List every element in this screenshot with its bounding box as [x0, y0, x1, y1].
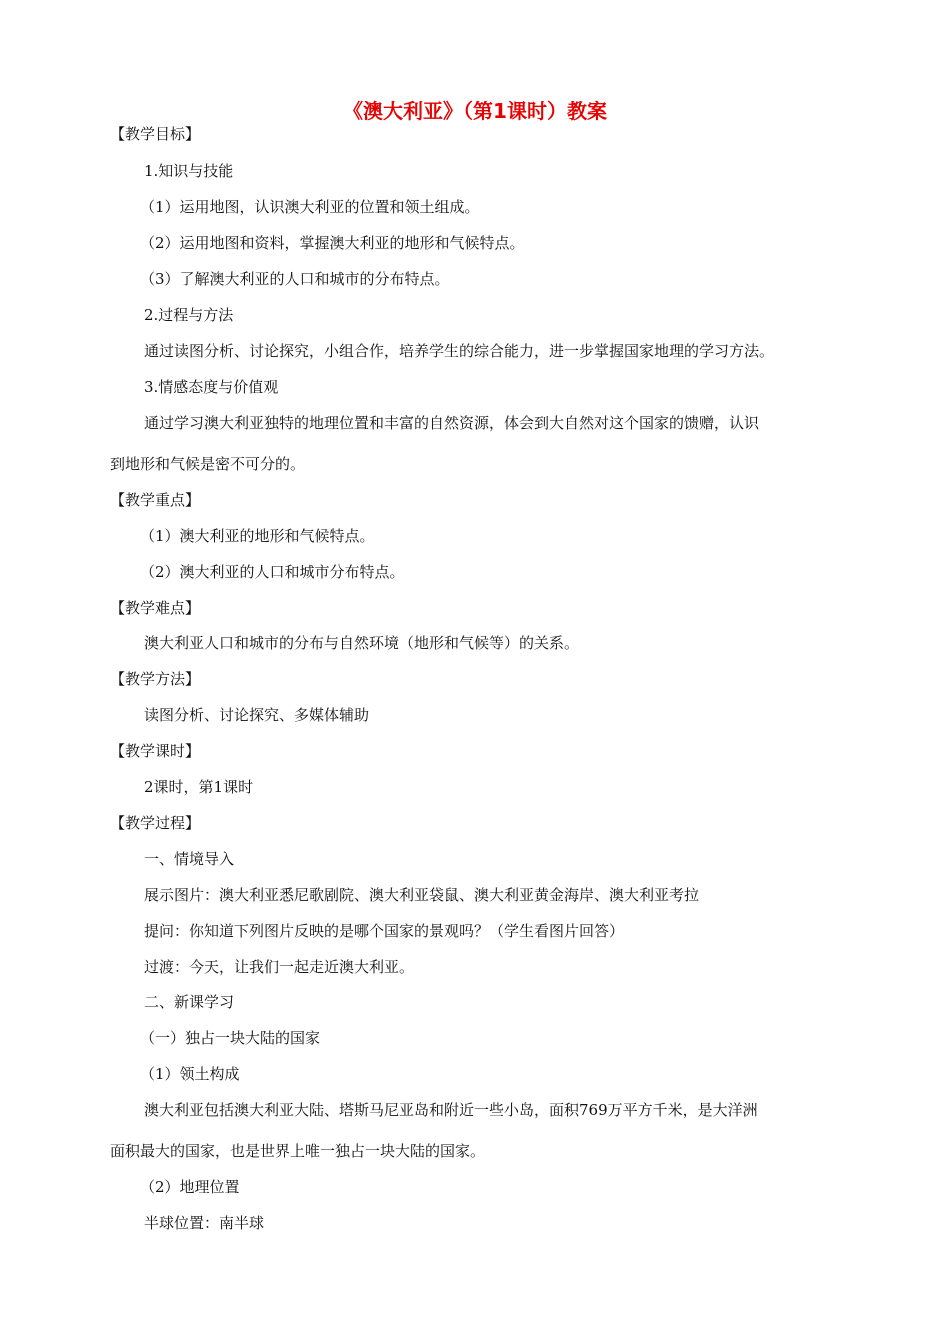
paragraph-text: 过渡：今天，让我们一起走近澳大利亚。 [144, 958, 415, 976]
paragraph-text: 澳大利亚包括澳大利亚大陆、塔斯马尼亚岛和附近一些小岛，面积769万平方千米，是大洋洲 [144, 1101, 758, 1119]
document-title: 《澳大利亚》（第1课时）教案 [343, 99, 607, 123]
objective-item: （2）运用地图和资料，掌握澳大利亚的地形和气候特点。 [140, 234, 525, 252]
objective-item: （3）了解澳大利亚的人口和城市的分布特点。 [140, 270, 450, 288]
objective-item: （1）运用地图，认识澳大利亚的位置和领土组成。 [140, 198, 480, 216]
subheading-continent: （一）独占一块大陆的国家 [140, 1029, 321, 1047]
key-point-item: （2）澳大利亚的人口和城市分布特点。 [140, 563, 405, 581]
paragraph-text: 到地形和气候是密不可分的。 [110, 455, 306, 473]
paragraph-text: 展示图片：澳大利亚悉尼歌剧院、澳大利亚袋鼠、澳大利亚黄金海岸、澳大利亚考拉 [144, 886, 700, 904]
subheading-new-lesson: 二、新课学习 [144, 993, 235, 1011]
paragraph-text: 2课时，第1课时 [144, 778, 254, 796]
paragraph-text: 通过读图分析、讨论探究，小组合作，培养学生的综合能力，进一步掌握国家地理的学习方法。 [144, 342, 775, 360]
subheading-knowledge: 1.知识与技能 [144, 162, 234, 180]
key-point-item: （1）澳大利亚的地形和气候特点。 [140, 527, 375, 545]
paragraph-text: 半球位置：南半球 [144, 1214, 265, 1232]
subheading-location: （2）地理位置 [140, 1178, 240, 1196]
paragraph-text: 提问：你知道下列图片反映的是哪个国家的景观吗？（学生看图片回答） [144, 922, 625, 940]
subheading-attitude: 3.情感态度与价值观 [144, 378, 279, 396]
paragraph-text: 读图分析、讨论探究、多媒体辅助 [144, 706, 370, 724]
paragraph-text: 通过学习澳大利亚独特的地理位置和丰富的自然资源，体会到大自然对这个国家的馈赠，认识 [144, 414, 760, 432]
paragraph-text: 面积最大的国家，也是世界上唯一独占一块大陆的国家。 [110, 1142, 486, 1160]
section-heading-objectives: 【教学目标】 [110, 125, 201, 143]
section-heading-process: 【教学过程】 [110, 814, 201, 832]
section-heading-method: 【教学方法】 [110, 670, 201, 688]
section-heading-hours: 【教学课时】 [110, 742, 201, 760]
subheading-intro: 一、情境导入 [144, 850, 235, 868]
subheading-process: 2.过程与方法 [144, 306, 234, 324]
section-heading-key-points: 【教学重点】 [110, 491, 201, 509]
subheading-territory: （1）领土构成 [140, 1065, 240, 1083]
paragraph-text: 澳大利亚人口和城市的分布与自然环境（地形和气候等）的关系。 [144, 634, 580, 652]
section-heading-difficulty: 【教学难点】 [110, 599, 201, 617]
